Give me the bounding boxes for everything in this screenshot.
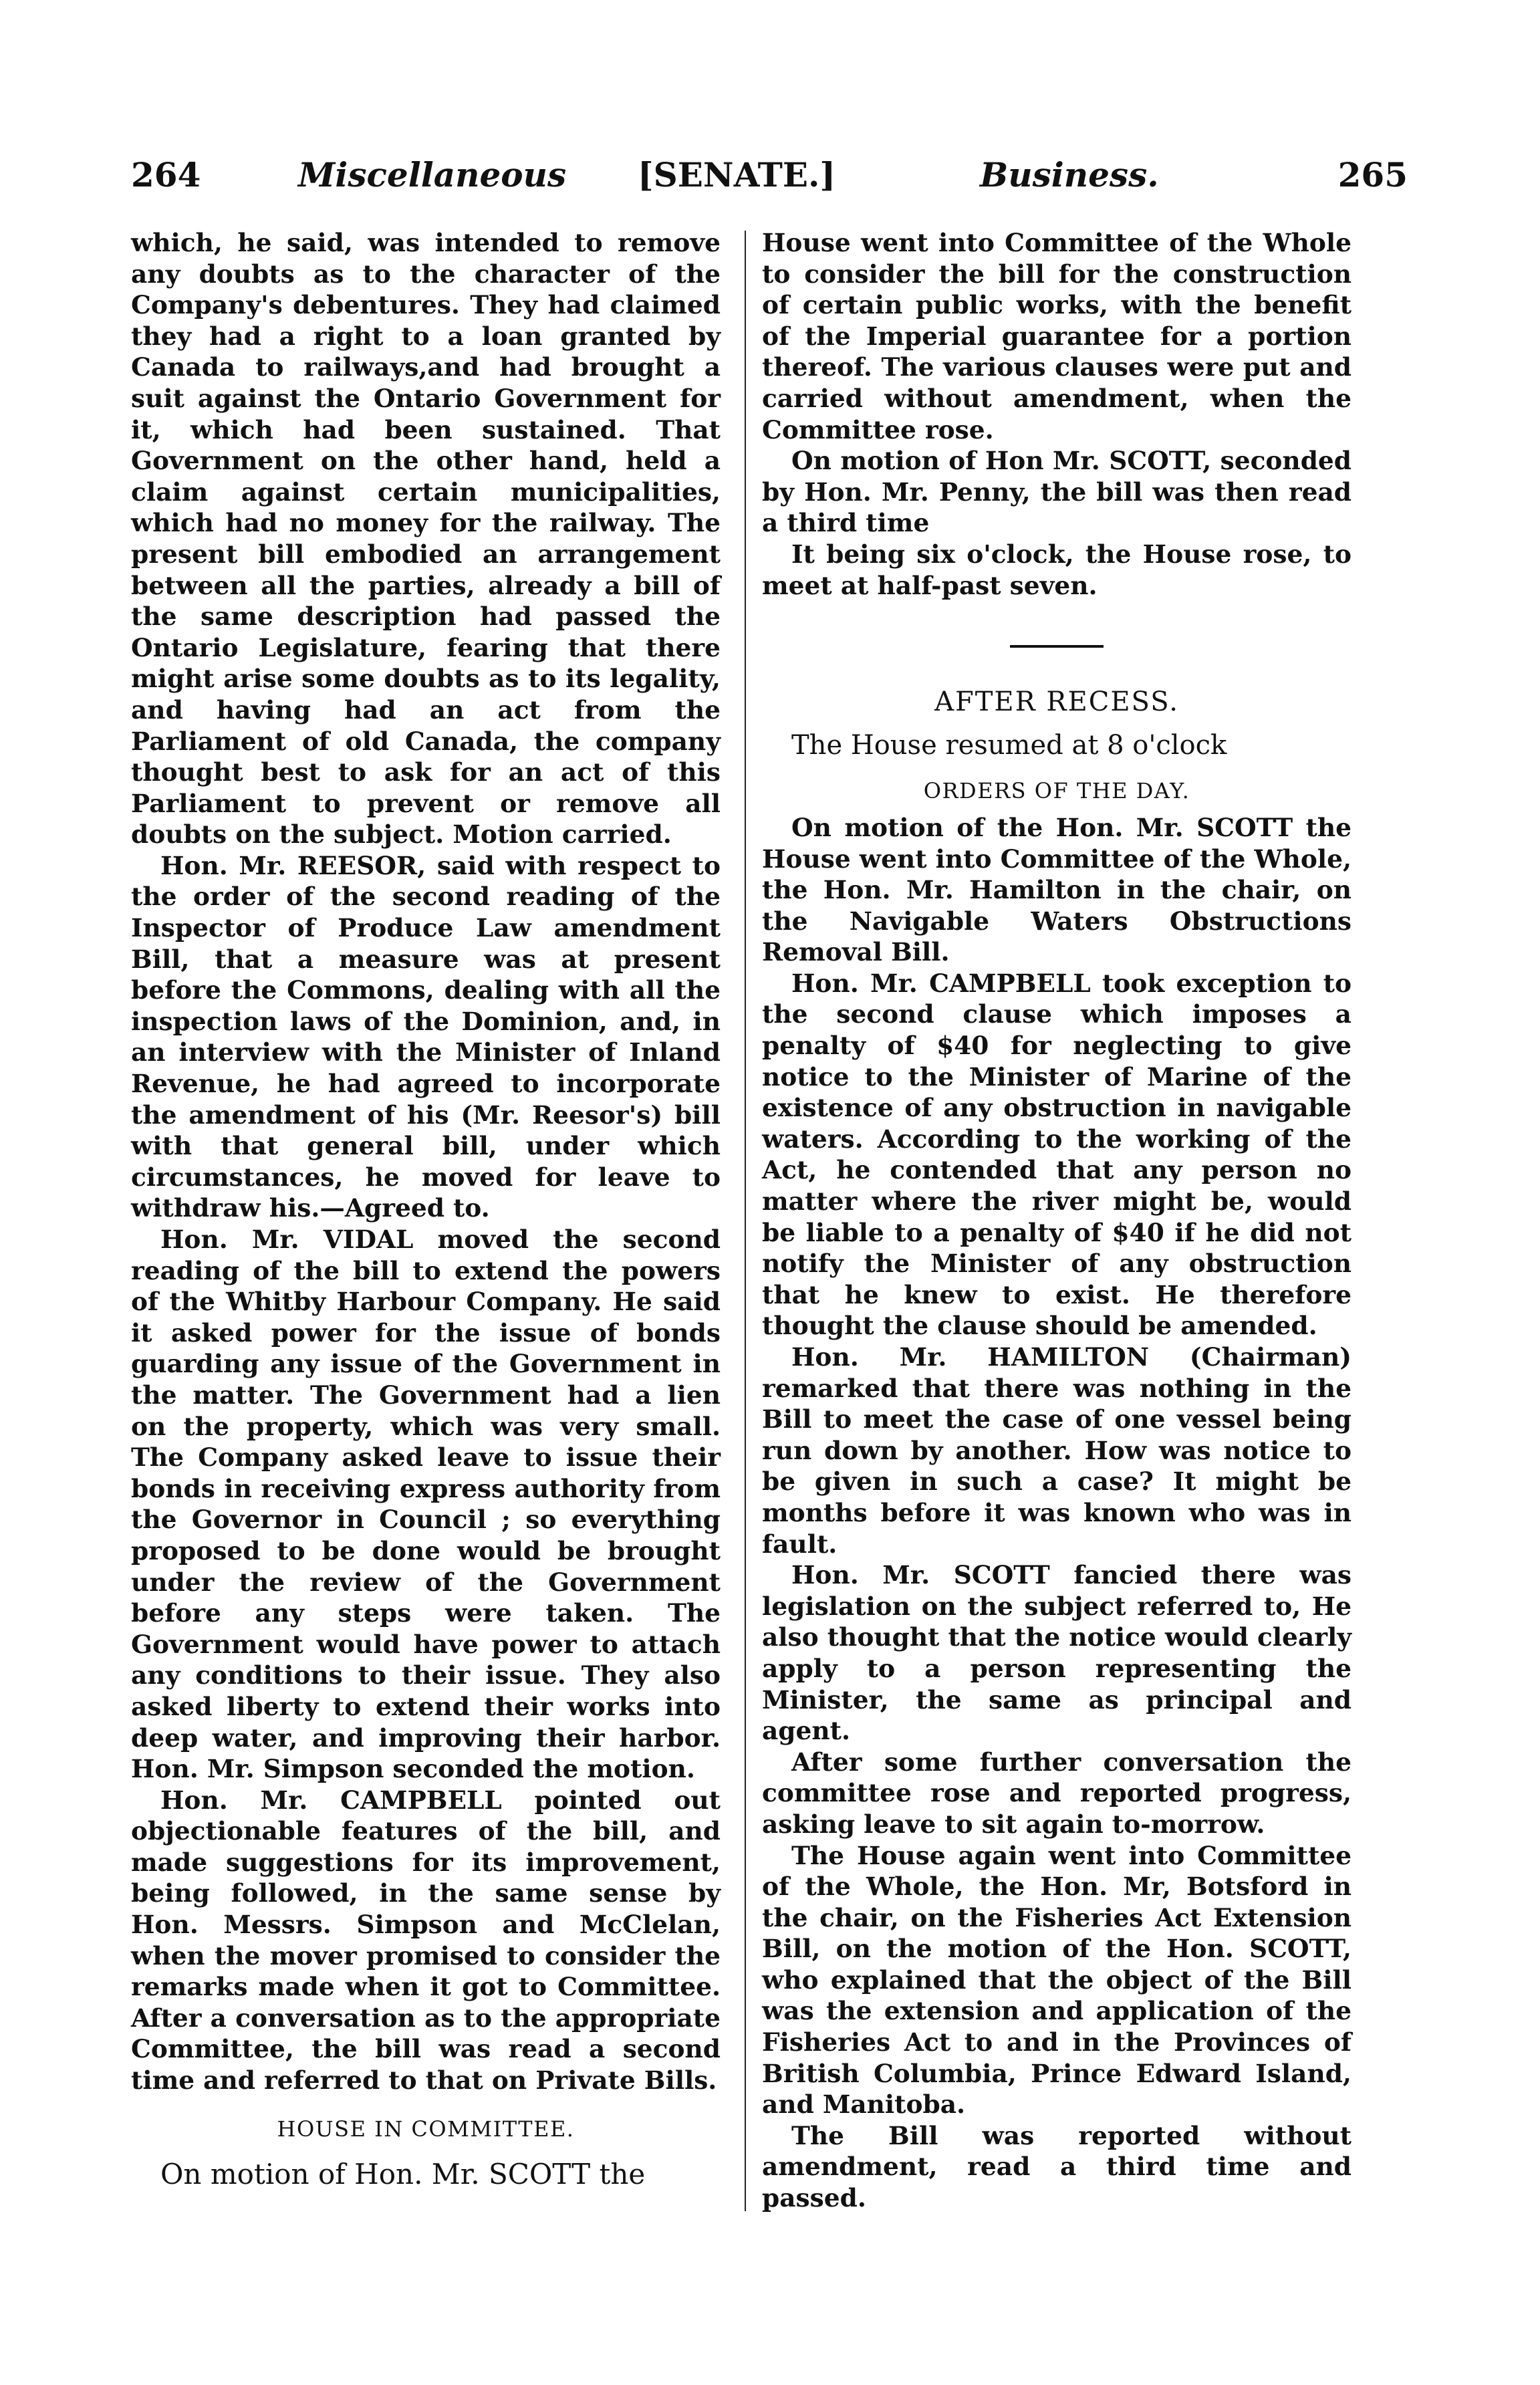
chamber-label: [SENATE.] [638, 155, 836, 195]
paragraph: The Bill was reported without amendment, read a third time and passed. [762, 2120, 1352, 2213]
running-title-left: Miscellaneous [298, 155, 567, 195]
paragraph: The House again went into Committee of the Whole, the Hon. Mr, Botsford in the chair, on the Fisheries Act Extension Bill, on the motion of the Hon. SCOTT, who explained that the object of the Bill was the extension and application of the Fisheries Act to and in the Provinces of British Columbia, Prince Edward Island, and Manitoba. [762, 1840, 1352, 2120]
paragraph: It being six o'clock, the House rose, to meet at half-past seven. [762, 539, 1352, 600]
column-divider [745, 231, 746, 2211]
running-title-right: Business. [980, 155, 1159, 195]
right-column [762, 227, 1352, 2214]
page-number-left: 264 [131, 155, 201, 195]
left-column [131, 227, 721, 2190]
section-heading: HOUSE IN COMMITTEE. [277, 2116, 575, 2142]
page-number-right: 265 [1337, 155, 1408, 195]
paragraph: Hon. Mr. REESOR, said with respect to the order of the second reading of the Inspector of Produce Law amendment Bill, that a measure was at present before the Commons, dealing with all the inspection laws of the Dominion, and, in an interview with the Minister of Inland Revenue, he had agreed to incorporate the amendment of his (Mr. Reesor's) bill with that general bill, under which circumstances, he moved for leave to withdraw his.—Agreed to. [131, 850, 721, 1223]
paragraph: Hon. Mr. CAMPBELL took exception to the second clause which imposes a penalty of $40 for neglecting to give notice to the Minister of Marine of the existence of any obstruction in navigable waters. According to the working of the Act, he contended that any person no matter where the river might be, would be liable to a penalty of $40 if he did not notify the Minister of any obstruction that he knew to exist. He therefore thought the clause should be amended. [762, 968, 1352, 1341]
paragraph: Hon. Mr. HAMILTON (Chairman) remarked that there was nothing in the Bill to meet the case of one vessel being run down by another. How was notice to be given in such a case? It might be months before it was known who was in fault. [762, 1342, 1352, 1559]
paragraph: which, he said, was intended to remove any doubts as to the character of the Company's debentures. They had claimed they had a right to a loan granted by Canada to railways,and had brought a suit against the Ontario Government for it, which had been sustained. That Government on the other hand, held a claim against certain municipalities, which had no money for the railway. The present bill embodied an arrangement between all the parties, already a bill of the same description had passed the Ontario Legislature, fearing that there might arise some doubts as to its legality, and having had an act from the Parliament of old Canada, the company thought best to ask for an act of this Parliament to prevent or remove all doubts on the subject. Motion carried. [131, 228, 721, 850]
paragraph: On motion of Hon. Mr. SCOTT the [160, 2158, 646, 2191]
section-heading: ORDERS OF THE DAY. [923, 778, 1190, 804]
page-header [131, 148, 1408, 202]
section-heading: AFTER RECESS. [934, 686, 1179, 718]
paragraph: The House resumed at 8 o'clock [791, 729, 1227, 761]
section-divider [1010, 645, 1104, 648]
paragraph: Hon. Mr. SCOTT fancied there was legislation on the subject referred to, He also thought that the notice would clearly apply to a person representing the Minister, the same as principal and agent. [762, 1560, 1352, 1746]
paragraph: On motion of Hon Mr. SCOTT, seconded by Hon. Mr. Penny, the bill was then read a third time [762, 446, 1352, 538]
paragraph: On motion of the Hon. Mr. SCOTT the House went into Committee of the Whole, the Hon. Mr. Hamilton in the chair, on the Navigable Waters Obstructions Removal Bill. [762, 812, 1352, 967]
paragraph: After some further conversation the committee rose and reported progress, asking leave to sit again to-morrow. [762, 1747, 1352, 1839]
paragraph: Hon. Mr. CAMPBELL pointed out objectionable features of the bill, and made suggestions for its improvement, being followed, in the same sense by Hon. Messrs. Simpson and McClelan, when the mover promised to consider the remarks made when it got to Committee. After a conversation as to the appropriate Committee, the bill was read a second time and referred to that on Private Bills. [131, 1785, 721, 2096]
paragraph: House went into Committee of the Whole to consider the bill for the construction of certain public works, with the benefit of the Imperial guarantee for a portion thereof. The various clauses were put and carried without amendment, when the Committee rose. [762, 228, 1352, 445]
paragraph: Hon. Mr. VIDAL moved the second reading of the bill to extend the powers of the Whitby Harbour Company. He said it asked power for the issue of bonds guarding any issue of the Government in the matter. The Government had a lien on the property, which was very small. The Company asked leave to issue their bonds in receiving express authority from the Governor in Council ; so everything proposed to be done would be brought under the review of the Government before any steps were taken. The Government would have power to attach any conditions to their issue. They also asked liberty to extend their works into deep water, and improving their harbor. Hon. Mr. Simpson seconded the motion. [131, 1225, 721, 1784]
